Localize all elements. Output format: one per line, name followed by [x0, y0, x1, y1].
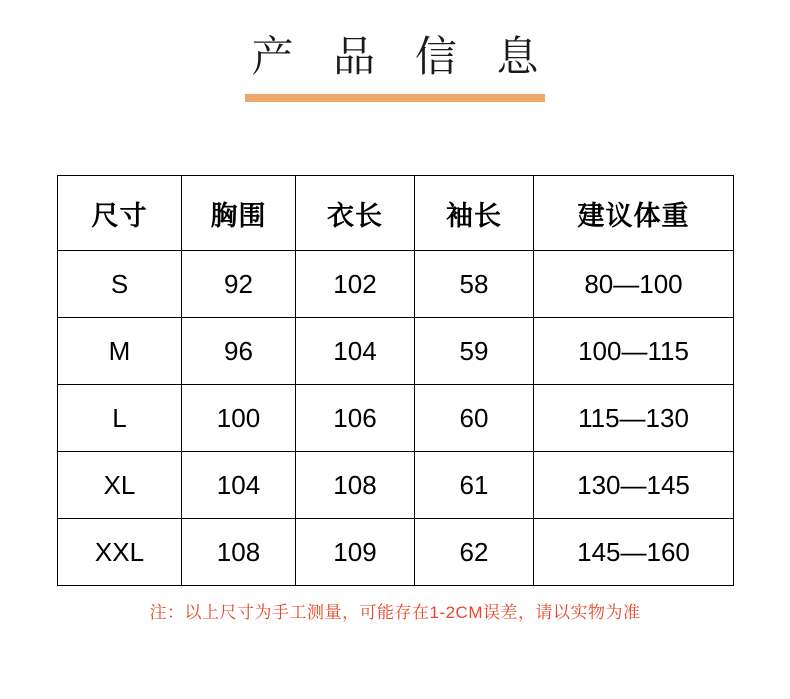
cell-weight: 115—130 [534, 385, 734, 452]
cell-weight: 130—145 [534, 452, 734, 519]
table-header-row [58, 176, 734, 251]
cell-length: 106 [296, 385, 415, 452]
cell-weight: 80—100 [534, 251, 734, 318]
cell-bust: 92 [182, 251, 296, 318]
measurement-note: 注：以上尺寸为手工测量，可能存在1-2CM误差，请以实物为准 [149, 603, 641, 622]
cell-bust: 100 [182, 385, 296, 452]
cell-length: 104 [296, 318, 415, 385]
cell-length: 108 [296, 452, 415, 519]
cell-sleeve: 61 [415, 452, 534, 519]
cell-size: M [58, 318, 182, 385]
table-row [58, 251, 734, 318]
cell-size: XXL [58, 519, 182, 586]
table-row [58, 385, 734, 452]
title-underline-decoration [245, 94, 545, 102]
cell-sleeve: 60 [415, 385, 534, 452]
table-row [58, 318, 734, 385]
column-header-length: 衣长 [296, 176, 415, 251]
cell-bust: 108 [182, 519, 296, 586]
table-header [58, 176, 734, 251]
cell-length: 102 [296, 251, 415, 318]
page-title: 产 品 信 息 [251, 33, 553, 80]
page-title-container [0, 28, 790, 86]
cell-bust: 104 [182, 452, 296, 519]
size-table [57, 175, 734, 586]
cell-sleeve: 59 [415, 318, 534, 385]
table-row [58, 452, 734, 519]
cell-weight: 100—115 [534, 318, 734, 385]
column-header-weight: 建议体重 [534, 176, 734, 251]
column-header-bust: 胸围 [182, 176, 296, 251]
column-header-sleeve: 袖长 [415, 176, 534, 251]
cell-bust: 96 [182, 318, 296, 385]
cell-size: S [58, 251, 182, 318]
cell-size: L [58, 385, 182, 452]
table-body [58, 251, 734, 586]
cell-sleeve: 58 [415, 251, 534, 318]
column-header-size: 尺寸 [58, 176, 182, 251]
cell-size: XL [58, 452, 182, 519]
cell-weight: 145—160 [534, 519, 734, 586]
cell-length: 109 [296, 519, 415, 586]
cell-sleeve: 62 [415, 519, 534, 586]
size-table-container [57, 175, 733, 586]
table-row [58, 519, 734, 586]
